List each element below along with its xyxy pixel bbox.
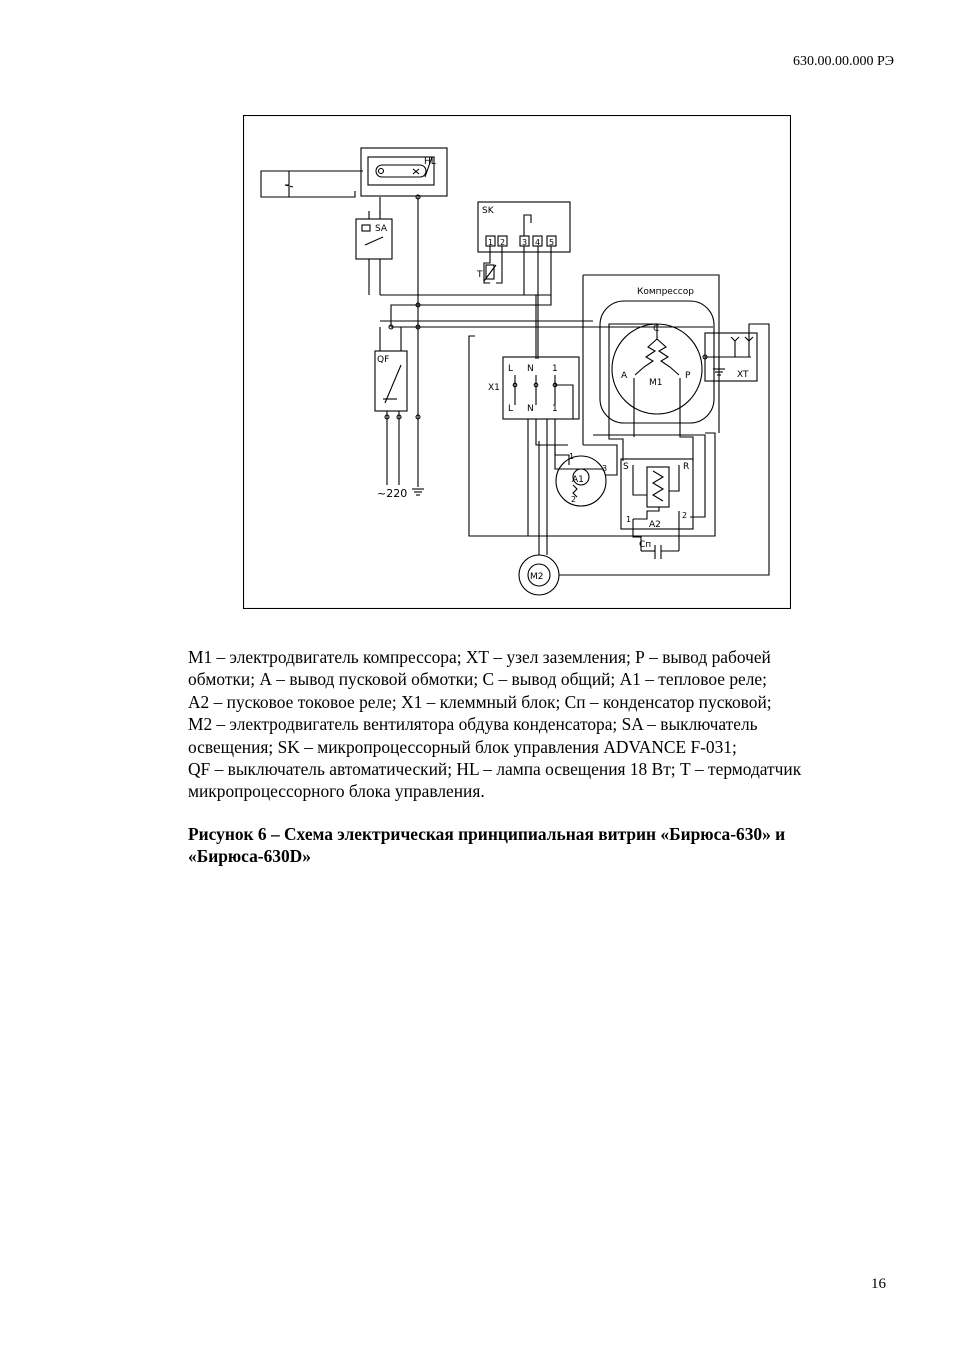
legend [188, 646, 888, 803]
document-code: 630.00.00.000 РЭ [792, 54, 894, 69]
controller-sk [478, 202, 570, 252]
s-label: S [623, 462, 629, 472]
legend-line: обмотки; А – вывод пусковой обмотки; С – вывод общий; А1 – тепловое реле; [188, 669, 767, 690]
hl-label: HL [424, 157, 436, 167]
fan-motor-m2 [519, 555, 559, 595]
m1-label: M1 [649, 378, 663, 388]
a1-pin-2: 2 [571, 495, 577, 504]
caption-line-2: «Бирюса-630D» [188, 846, 311, 867]
p-label: P [685, 371, 691, 381]
a2-pin-1: 1 [626, 515, 632, 524]
sk-pin-5: 5 [549, 238, 555, 247]
x1-n-bottom: N [527, 404, 534, 414]
m2-label: M2 [530, 572, 544, 582]
start-relay-a2 [621, 459, 693, 530]
figure-caption [188, 823, 888, 868]
supply-label: ~220 [377, 487, 408, 500]
compressor-m1 [583, 275, 719, 433]
a1-label: A1 [572, 475, 584, 485]
a1-pin-3: 3 [602, 464, 608, 473]
cp-label: Cп [639, 540, 652, 550]
page-number: 16 [871, 1276, 886, 1292]
lamp-hl [361, 148, 447, 196]
switch-sa [356, 211, 392, 269]
a2-pin-2: 2 [682, 511, 688, 520]
r-label: R [683, 462, 690, 472]
a1-pin-1: 1 [569, 452, 575, 461]
legend-line: освещения; SK – микропроцессорный блок управления ADVANCE F-031; [188, 736, 737, 757]
thermal-relay-a1 [556, 452, 607, 506]
compressor-label: Компрессор [637, 287, 694, 297]
x1-1-bottom: 1 [552, 404, 558, 414]
wiring-diagram [243, 115, 791, 609]
sa-label: SA [375, 224, 388, 234]
legend-line: микропроцессорного блока управления. [188, 781, 485, 802]
c-label: C [653, 324, 660, 334]
x1-l-top: L [508, 364, 514, 374]
xt-label: XT [737, 370, 749, 380]
sk-pin-4: 4 [535, 238, 541, 247]
sk-pin-3: 3 [522, 238, 528, 247]
qf-label: QF [377, 355, 390, 365]
a2-label: A2 [649, 520, 661, 530]
breaker-qf [375, 351, 407, 411]
sk-pin-2: 2 [500, 238, 506, 247]
diagram-frame [244, 116, 791, 609]
terminal-block-x1 [488, 357, 579, 419]
x1-l-bottom: L [508, 404, 514, 414]
x1-label: X1 [488, 383, 500, 393]
legend-line: М1 – электродвигатель компрессора; ХТ – узел заземления; Р – вывод рабочей [188, 647, 771, 667]
legend-line: QF – выключатель автоматический; HL – лампа освещения 18 Вт; Т – термодатчик [188, 759, 802, 780]
legend-line: М2 – электродвигатель вентилятора обдува конденсатора; SA – выключатель [188, 714, 758, 735]
x1-n-top: N [527, 364, 534, 374]
caption-line-1: Рисунок 6 – Схема электрическая принципиальная витрин «Бирюса-630» и [188, 824, 786, 844]
sk-pin-1: 1 [488, 238, 494, 247]
t-label: T [477, 270, 483, 280]
sk-label: SK [482, 206, 494, 216]
x1-1-top: 1 [552, 364, 558, 374]
a-label: A [621, 371, 628, 381]
legend-line: А2 – пусковое токовое реле; Х1 – клеммный блок; Сп – конденсатор пусковой; [188, 691, 772, 712]
